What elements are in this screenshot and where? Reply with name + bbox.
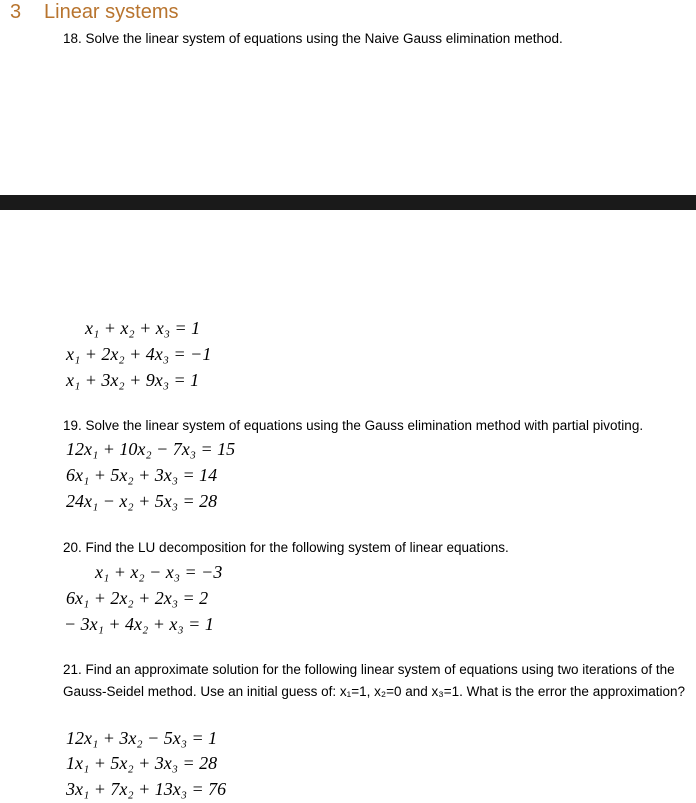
- q21-equation-3: 3x₁ + 7x₂ + 13x₃ = 76: [66, 779, 227, 799]
- section-number: 3: [10, 1, 22, 23]
- q20-equation-1: x₁ + x₂ − x₃ = −3: [95, 562, 223, 582]
- q21-equation-2: 1x₁ + 5x₂ + 3x₃ = 28: [66, 753, 218, 773]
- divider-bar: [0, 195, 696, 210]
- q20-equation-3: − 3x₁ + 4x₂ + x₃ = 1: [64, 614, 214, 634]
- q19-equation-1: 12x₁ + 10x₂ − 7x₃ = 15: [66, 439, 236, 459]
- question-21-text: 21. Find an approximate solution for the following linear system of equations using two iterations of the Gauss-Seidel method. Use an initial guess of: x₁=1, x₂=0 and x₃=1. What is the error the approximation?: [63, 662, 685, 699]
- q19-equation-2: 6x₁ + 5x₂ + 3x₃ = 14: [66, 465, 218, 485]
- q19-equation-3: 24x₁ − x₂ + 5x₃ = 28: [66, 491, 218, 511]
- question-18-text: 18. Solve the linear system of equations using the Naive Gauss elimination method.: [63, 31, 563, 46]
- q20-equation-2: 6x₁ + 2x₂ + 2x₃ = 2: [66, 588, 209, 608]
- q18-equation-1: x₁ + x₂ + x₃ = 1: [85, 318, 201, 338]
- q18-equation-2: x₁ + 2x₂ + 4x₃ = −1: [66, 344, 212, 364]
- q18-equation-3: x₁ + 3x₂ + 9x₃ = 1: [66, 370, 200, 390]
- q21-equation-1: 12x₁ + 3x₂ − 5x₃ = 1: [66, 728, 218, 748]
- section-heading: [10, 1, 179, 24]
- section-title: Linear systems: [44, 1, 179, 23]
- question-19-text: 19. Solve the linear system of equations using the Gauss elimination method with partial pivoting.: [63, 418, 644, 433]
- question-20-text: 20. Find the LU decomposition for the following system of linear equations.: [63, 540, 509, 555]
